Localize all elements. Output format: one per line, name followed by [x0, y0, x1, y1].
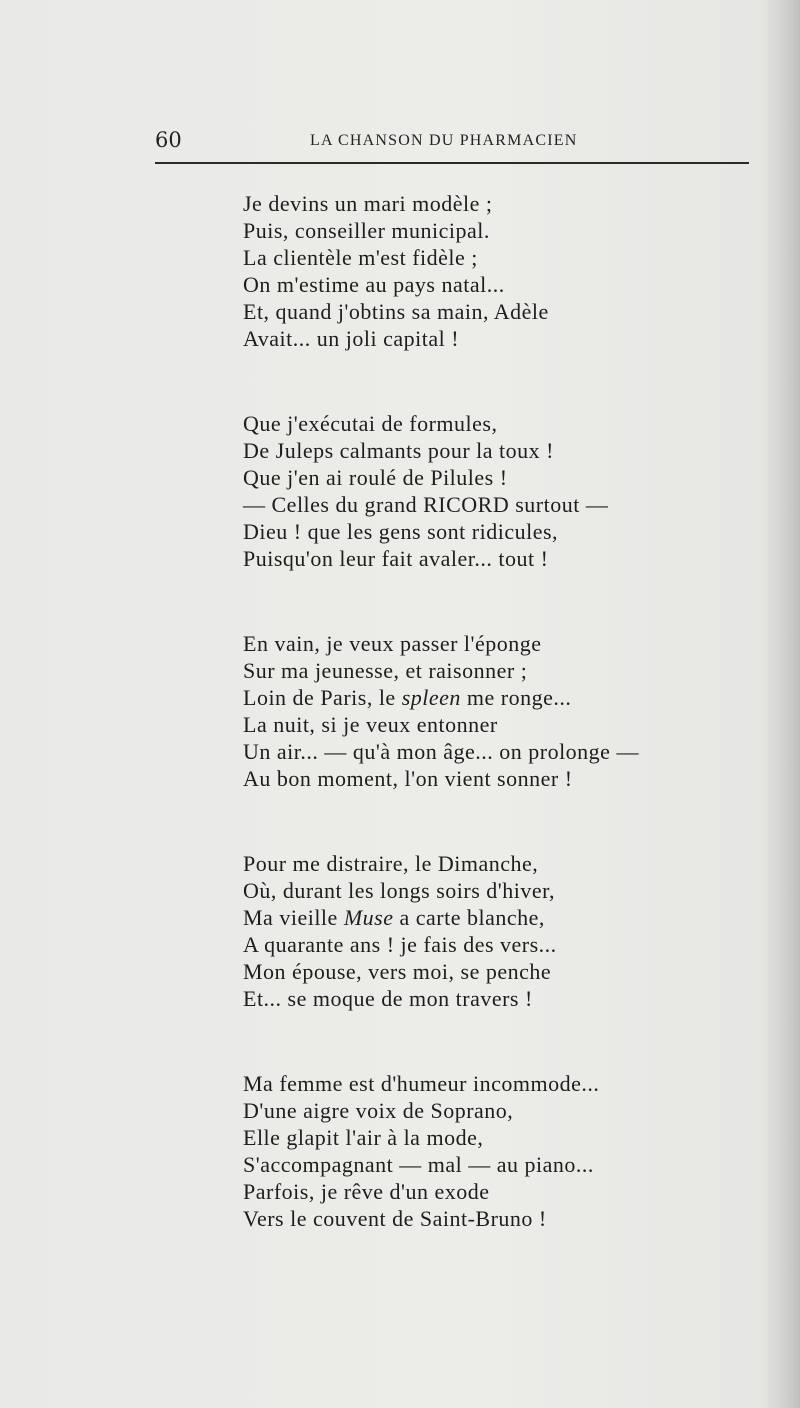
stanza-3 [243, 630, 743, 792]
verse-line: S'accompagnant — mal — au piano... [243, 1152, 594, 1177]
verse-line: Un air... — qu'à mon âge... on prolonge — [243, 739, 639, 764]
verse-line: Vers le couvent de Saint-Bruno ! [243, 1206, 547, 1231]
running-title: LA CHANSON DU PHARMACIEN [310, 132, 578, 149]
stanza-2 [243, 410, 743, 572]
verse-line: Que j'en ai roulé de Pilules ! [243, 465, 508, 490]
verse-line: Dieu ! que les gens sont ridicules, [243, 519, 559, 544]
verse-line: Que j'exécutai de formules, [243, 411, 498, 436]
verse-line: Loin de Paris, le spleen me ronge... [243, 685, 572, 710]
verse-line: Sur ma jeunesse, et raisonner ; [243, 658, 528, 683]
verse-line: Mon épouse, vers moi, se penche [243, 959, 552, 984]
verse-line: Et, quand j'obtins sa main, Adèle [243, 299, 549, 324]
verse-line: Avait... un joli capital ! [243, 326, 460, 351]
verse-line: La clientèle m'est fidèle ; [243, 245, 478, 270]
verse-line: — Celles du grand RICORD surtout — [243, 492, 609, 517]
verse-line: D'une aigre voix de Soprano, [243, 1098, 514, 1123]
page-header [155, 128, 750, 158]
verse-line: La nuit, si je veux entonner [243, 712, 498, 737]
stanza-5 [243, 1070, 743, 1232]
verse-line: On m'estime au pays natal... [243, 272, 505, 297]
verse-line: Puis, conseiller municipal. [243, 218, 490, 243]
verse-line: A quarante ans ! je fais des vers... [243, 932, 557, 957]
verse-line: En vain, je veux passer l'éponge [243, 631, 542, 656]
verse-line: De Juleps calmants pour la toux ! [243, 438, 554, 463]
stanza-1 [243, 190, 743, 352]
stanza-4 [243, 850, 743, 1012]
spine-shadow [760, 0, 800, 1408]
verse-line: Je devins un mari modèle ; [243, 191, 493, 216]
verse-line: Puisqu'on leur fait avaler... tout ! [243, 546, 549, 571]
verse-line: Au bon moment, l'on vient sonner ! [243, 766, 573, 791]
page-number: 60 [155, 128, 182, 152]
poem [243, 190, 743, 1290]
verse-line: Ma vieille Muse a carte blanche, [243, 905, 545, 930]
header-rule [155, 162, 749, 164]
verse-line: Où, durant les longs soirs d'hiver, [243, 878, 556, 903]
verse-line: Pour me distraire, le Dimanche, [243, 851, 539, 876]
verse-line: Elle glapit l'air à la mode, [243, 1125, 484, 1150]
verse-line: Ma femme est d'humeur incommode... [243, 1071, 600, 1096]
verse-line: Parfois, je rêve d'un exode [243, 1179, 490, 1204]
verse-line: Et... se moque de mon travers ! [243, 986, 533, 1011]
